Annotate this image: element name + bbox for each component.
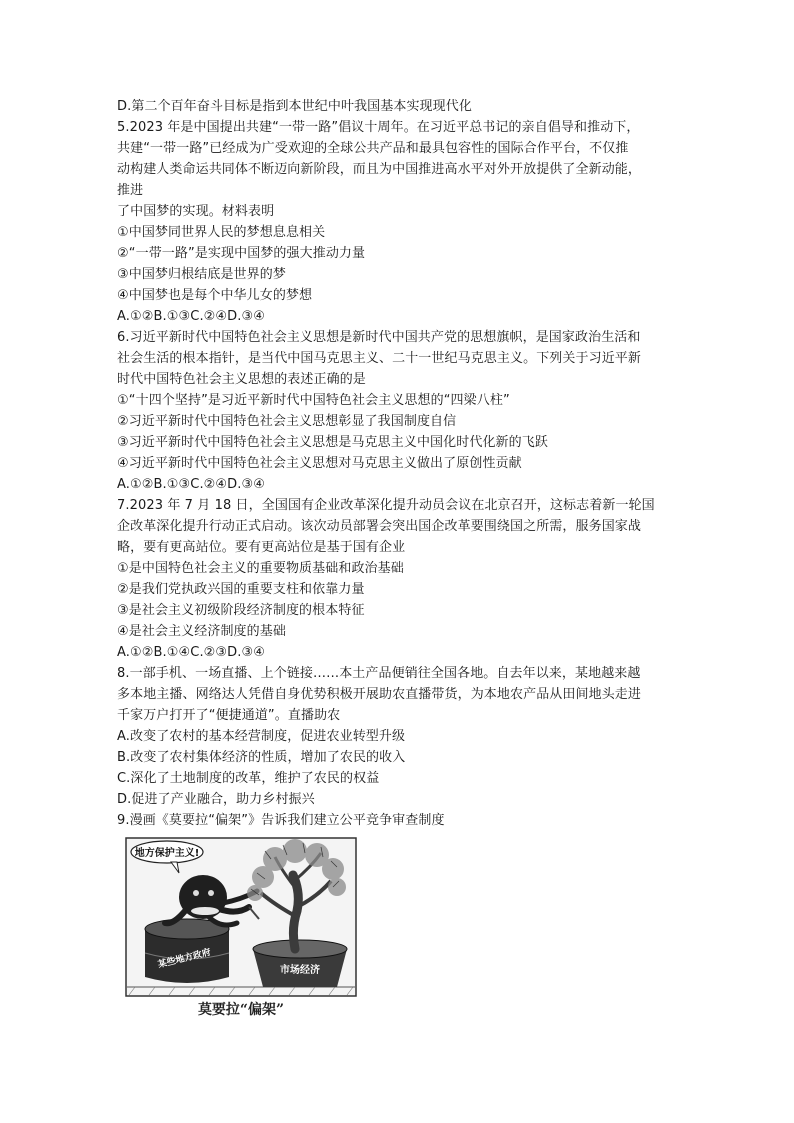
q9-stem-line-1: 9.漫画《莫要拉“偏架”》告诉我们建立公平竞争审查制度 [117, 813, 445, 828]
q6-stem-line-1: 6.习近平新时代中国特色社会主义思想是新时代中国共产党的思想旗帜，是国家政治生活和 [117, 330, 641, 345]
q8-stem-line-3: 千家万户打开了“便捷通道”。直播助农 [117, 708, 341, 723]
q7-options: A.①②B.①④C.②③D.③④ [117, 645, 266, 660]
speech-bubble-text: 地方保护主义! [134, 848, 200, 859]
q5-statement-2: ②“一带一路”是实现中国梦的强大推动力量 [117, 246, 366, 261]
q4-option-d: D.第二个百年奋斗目标是指到本世纪中叶我国基本实现现代化 [117, 99, 472, 114]
q7-statement-3: ③是社会主义初级阶段经济制度的根本特征 [117, 603, 365, 618]
q6-stem-line-3: 时代中国特色社会主义思想的表述正确的是 [117, 372, 366, 387]
q5-stem-line-3: 动构建人类命运共同体不断迈向新阶段，而且为中国推进高水平对外开放提供了全新动能， [117, 162, 642, 177]
cartoon-drawing [125, 837, 357, 997]
q7-stem-line-2: 企改革深化提升行动正式启动。该次动员部署会突出国企改革要围绕国之所需，服务国家战 [117, 519, 642, 534]
q8-option-d: D.促进了产业融合，助力乡村振兴 [117, 792, 315, 807]
q7-stem-line-1: 7.2023 年 7 月 18 日，全国国有企业改革深化提升动员会议在北京召开，这标志着新一轮国 [117, 498, 655, 513]
q5-options: A.①②B.①③C.②④D.③④ [117, 309, 266, 324]
q5-stem-line-5: 了中国梦的实现。材料表明 [117, 204, 275, 219]
q5-statement-4: ④中国梦也是每个中华儿女的梦想 [117, 288, 313, 303]
q5-statement-1: ①中国梦同世界人民的梦想息息相关 [117, 225, 326, 240]
q6-statement-3: ③习近平新时代中国特色社会主义思想是马克思主义中国化时代化新的飞跃 [117, 435, 548, 450]
cartoon-illustration [125, 837, 357, 1017]
q8-option-b: B.改变了农村集体经济的性质，增加了农民的收入 [117, 750, 406, 765]
q7-statement-4: ④是社会主义经济制度的基础 [117, 624, 286, 639]
q7-stem-line-3: 略，要有更高站位。要有更高站位是基于国有企业 [117, 540, 406, 555]
q6-options: A.①②B.①③C.②④D.③④ [117, 477, 266, 492]
q8-stem-line-1: 8.一部手机、一场直播、上个链接……本土产品便销往全国各地。自去年以来，某地越来越 [117, 666, 641, 681]
q8-option-a: A.改变了农村的基本经营制度，促进农业转型升级 [117, 729, 406, 744]
q5-statement-3: ③中国梦归根结底是世界的梦 [117, 267, 286, 282]
q5-stem-line-1: 5.2023 年是中国提出共建“一带一路”倡议十周年。在习近平总书记的亲自倡导和推动下， [117, 120, 640, 135]
q8-option-c: C.深化了土地制度的改革，维护了农民的权益 [117, 771, 380, 786]
exam-page [117, 96, 687, 1017]
q7-statement-2: ②是我们党执政兴国的重要支柱和依靠力量 [117, 582, 365, 597]
q6-statement-2: ②习近平新时代中国特色社会主义思想彰显了我国制度自信 [117, 414, 457, 429]
cartoon-caption: 莫要拉“偏架” [197, 1002, 285, 1018]
q8-stem-line-2: 多本地主播、网络达人凭借自身优势积极开展助农直播带货，为本地农产品从田间地头走进 [117, 687, 642, 702]
pot-label: 市场经济 [280, 965, 320, 976]
q5-stem-line-2: 共建“一带一路”已经成为广受欢迎的全球公共产品和最具包容性的国际合作平台，不仅推 [117, 141, 629, 156]
q6-statement-1: ①“十四个坚持”是习近平新时代中国特色社会主义思想的“四梁八柱” [117, 393, 510, 408]
q7-statement-1: ①是中国特色社会主义的重要物质基础和政治基础 [117, 561, 404, 576]
q6-stem-line-2: 社会生活的根本指针，是当代中国马克思主义、二十一世纪马克思主义。下列关于习近平新 [117, 351, 642, 366]
drum-label: 某些地方政府 [157, 947, 212, 971]
q5-stem-line-4: 推进 [117, 183, 144, 198]
q6-statement-4: ④习近平新时代中国特色社会主义思想对马克思主义做出了原创性贡献 [117, 456, 522, 471]
